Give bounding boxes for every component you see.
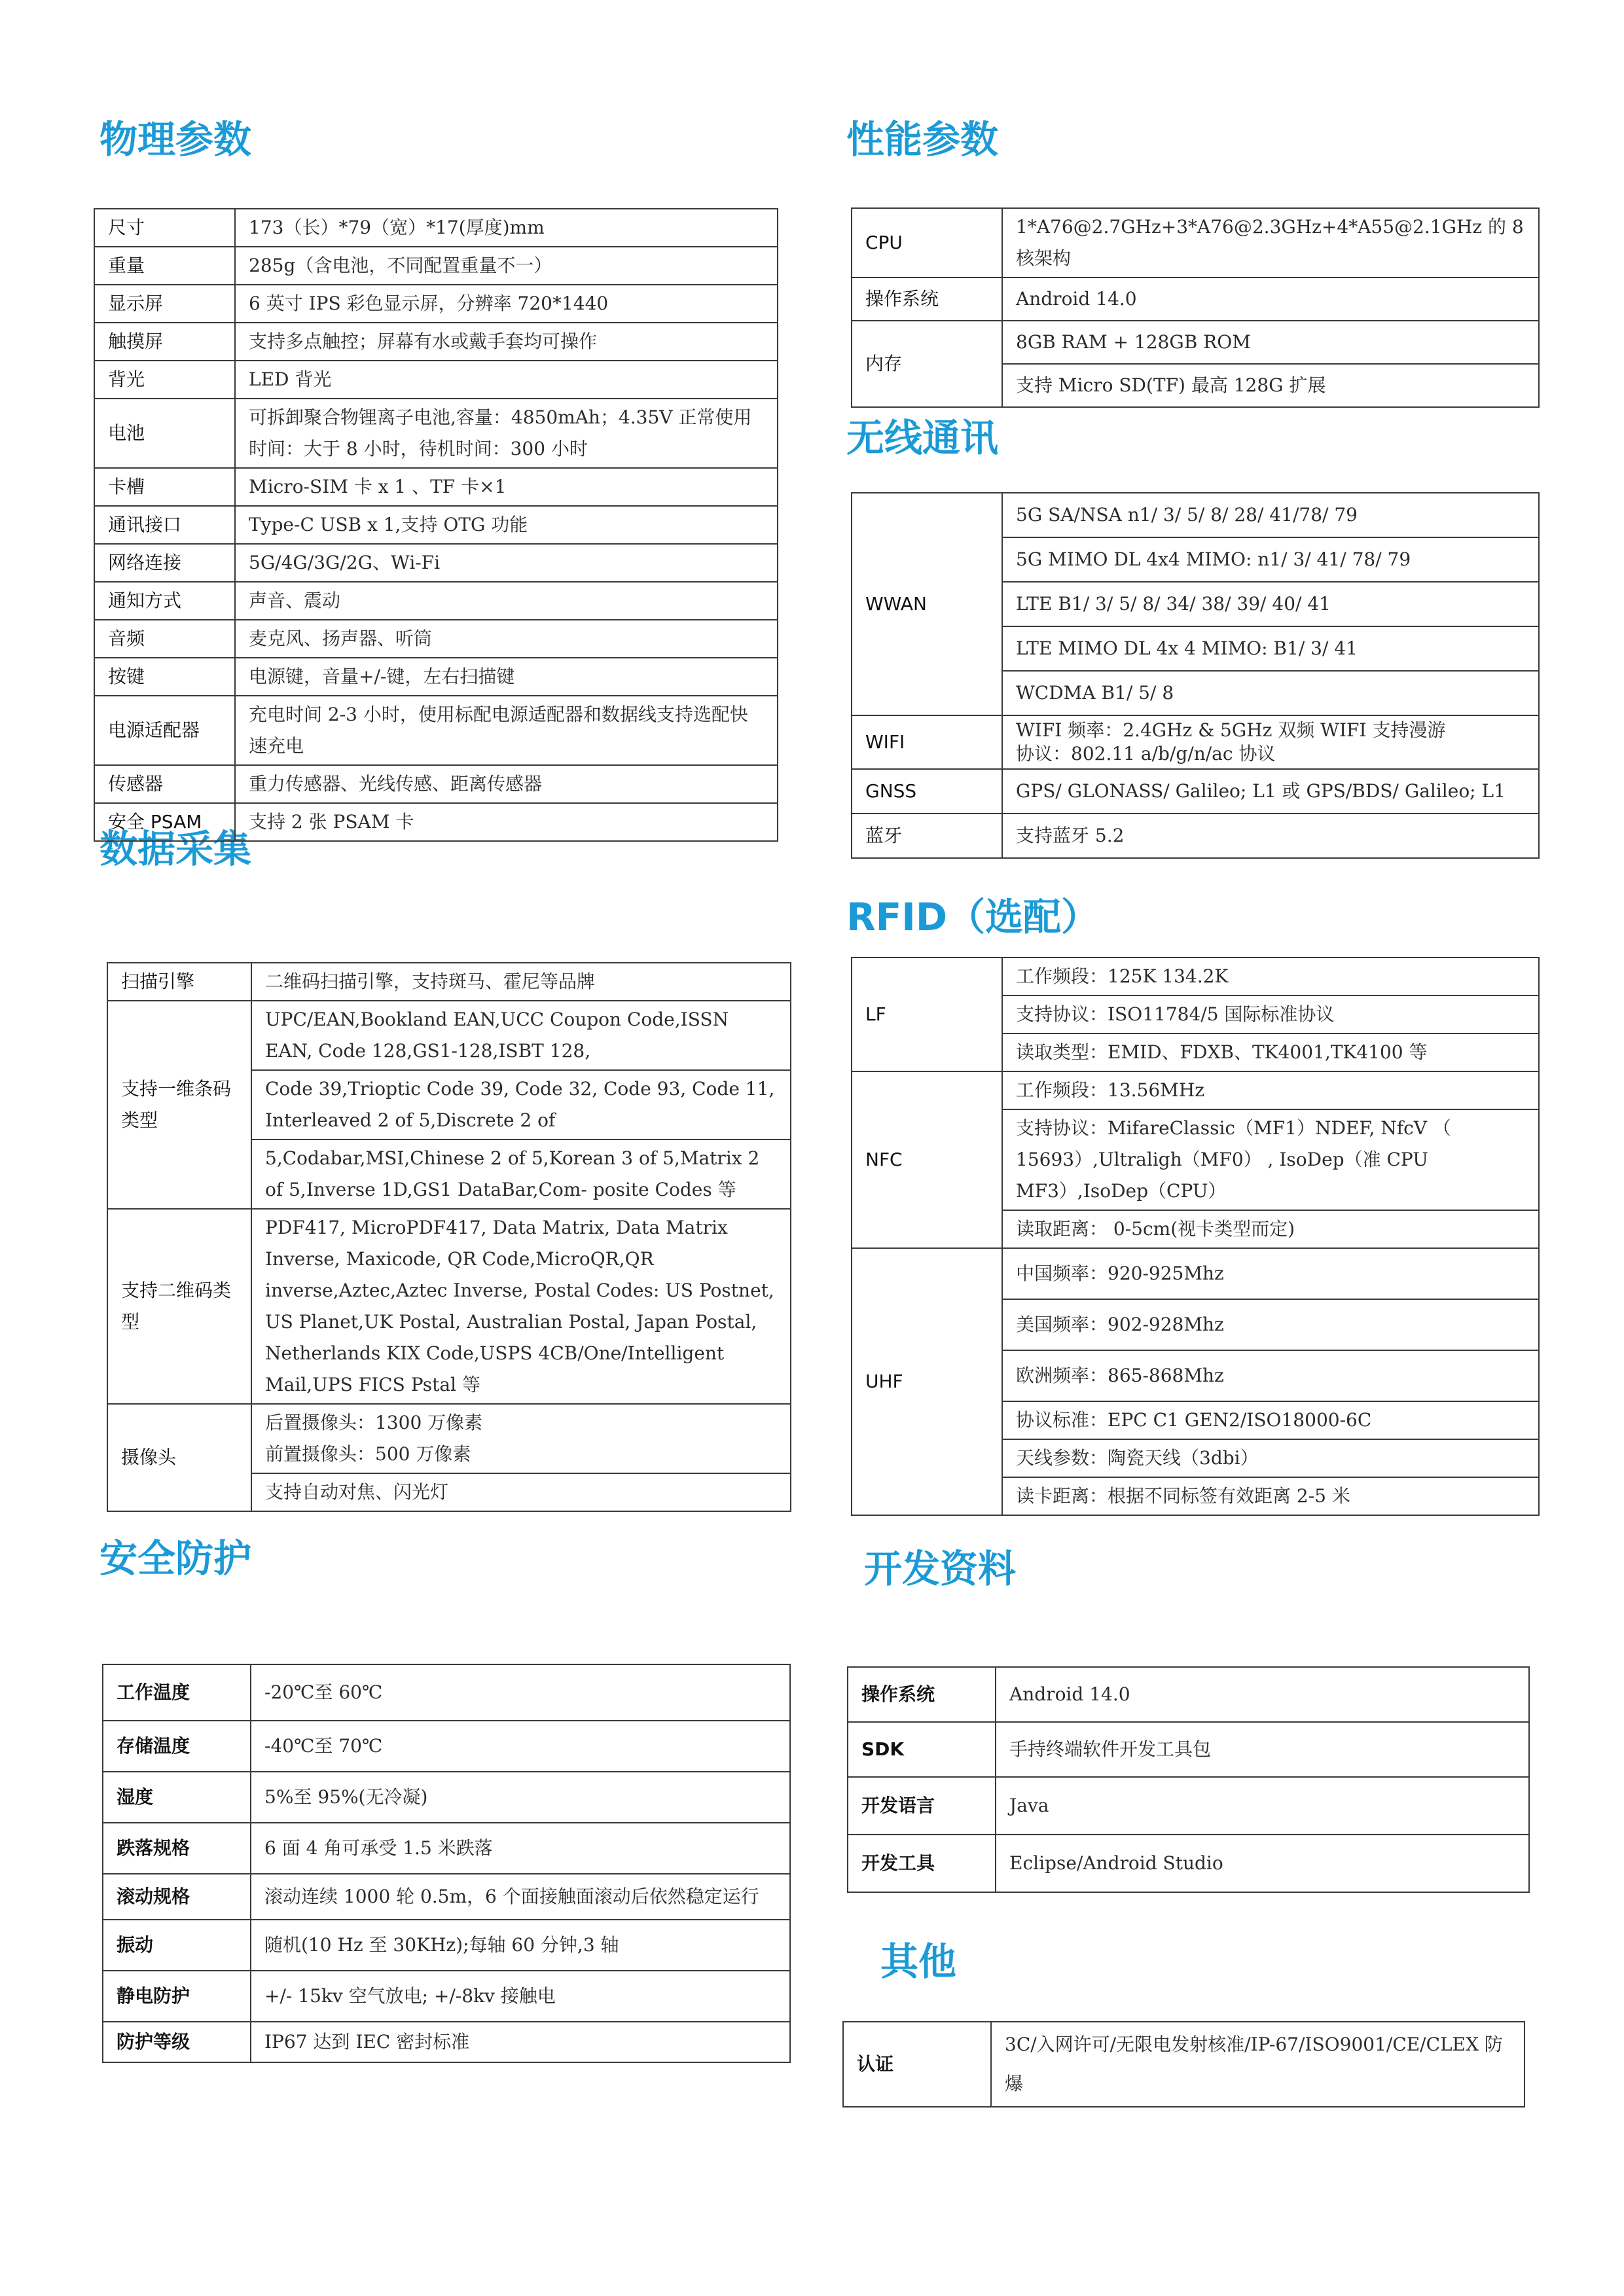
spec-key: 音频 bbox=[94, 620, 235, 658]
spec-key: 卡槽 bbox=[94, 468, 235, 506]
section-title-wireless: 无线通讯 bbox=[846, 416, 999, 460]
spec-key: 内存 bbox=[852, 321, 1002, 407]
spec-value: 3C/入网许可/无限电发射核准/IP-67/ISO9001/CE/CLEX 防爆 bbox=[991, 2022, 1525, 2107]
table-row bbox=[852, 1248, 1539, 1515]
table-row bbox=[94, 544, 778, 582]
spec-value: -40℃至 70℃ bbox=[251, 1721, 790, 1772]
table-row bbox=[848, 1722, 1529, 1777]
spec-value: 5%至 95%(无冷凝) bbox=[251, 1772, 790, 1823]
spec-key: 扫描引擎 bbox=[107, 963, 251, 1001]
physical-rows bbox=[94, 209, 778, 841]
table-row bbox=[107, 1209, 791, 1404]
spec-value: 麦克风、扬声器、听筒 bbox=[235, 620, 778, 658]
spec-key: 背光 bbox=[94, 361, 235, 399]
spec-value: 5,Codabar,MSI,Chinese 2 of 5,Korean 3 of 5,Matrix 2 of 5,Inverse 1D,GS1 DataBar,Com- posite Codes 等 bbox=[252, 1139, 790, 1208]
spec-value: 支持 2 张 PSAM 卡 bbox=[235, 803, 778, 841]
spec-key: WWAN bbox=[852, 493, 1002, 715]
spec-key: 操作系统 bbox=[852, 278, 1002, 321]
spec-key: UHF bbox=[852, 1248, 1002, 1515]
table-row bbox=[94, 765, 778, 803]
spec-value: 支持蓝牙 5.2 bbox=[1002, 814, 1539, 858]
spec-value: 读取类型：EMID、FDXB、TK4001,TK4100 等 bbox=[1003, 1033, 1538, 1071]
spec-value: 5G/4G/3G/2G、Wi-Fi bbox=[235, 544, 778, 582]
spec-value: 6 面 4 角可承受 1.5 米跌落 bbox=[251, 1823, 790, 1874]
spec-value: 滚动连续 1000 轮 0.5m，6 个面接触面滚动后依然稳定运行 bbox=[251, 1874, 790, 1920]
wireless-table bbox=[851, 492, 1540, 859]
spec-value: Android 14.0 bbox=[1002, 278, 1539, 321]
spec-key: 摄像头 bbox=[107, 1404, 251, 1511]
table-row bbox=[103, 1971, 790, 2022]
table-row bbox=[852, 958, 1539, 1071]
spec-value: 支持协议：ISO11784/5 国际标准协议 bbox=[1003, 995, 1538, 1033]
spec-value: 中国频率：920-925Mhz bbox=[1016, 1263, 1224, 1284]
spec-value: 协议：802.11 a/b/g/n/ac 协议 bbox=[1016, 743, 1276, 764]
spec-key: 滚动规格 bbox=[103, 1874, 251, 1920]
table-row bbox=[848, 1667, 1529, 1722]
spec-value: 支持 Micro SD(TF) 最高 128G 扩展 bbox=[1002, 364, 1539, 407]
table-row bbox=[94, 620, 778, 658]
spec-value: 前置摄像头：500 万像素 bbox=[265, 1443, 471, 1465]
spec-value: 天线参数：陶瓷天线（3dbi） bbox=[1003, 1439, 1538, 1477]
table-row bbox=[852, 278, 1539, 321]
table-row bbox=[848, 1835, 1529, 1892]
spec-value: 重力传感器、光线传感、距离传感器 bbox=[235, 765, 778, 803]
spec-value: 5G SA/NSA n1/ 3/ 5/ 8/ 28/ 41/78/ 79 bbox=[1002, 493, 1539, 537]
table-row bbox=[107, 1001, 791, 1209]
table-row bbox=[852, 814, 1539, 858]
spec-key: 重量 bbox=[94, 247, 235, 285]
spec-value: Eclipse/Android Studio bbox=[996, 1835, 1529, 1892]
spec-key: 通知方式 bbox=[94, 582, 235, 620]
section-title-physical: 物理参数 bbox=[99, 117, 252, 162]
spec-key: 安全 PSAM bbox=[94, 803, 235, 841]
table-row bbox=[852, 208, 1539, 278]
spec-value: -20℃至 60℃ bbox=[251, 1664, 790, 1721]
spec-value: 欧洲频率：865-868Mhz bbox=[1003, 1350, 1538, 1401]
spec-value: 可拆卸聚合物锂离子电池,容量：4850mAh；4.35V 正常使用时间：大于 8 小时，待机时间：300 小时 bbox=[235, 399, 778, 468]
table-row bbox=[94, 658, 778, 696]
section-title-performance: 性能参数 bbox=[846, 117, 999, 162]
spec-key: 存储温度 bbox=[103, 1721, 251, 1772]
spec-key: CPU bbox=[852, 208, 1002, 278]
section-title-rfid: RFID（选配） bbox=[846, 895, 1100, 939]
spec-value: +/- 15kv 空气放电; +/-8kv 接触电 bbox=[251, 1971, 790, 2022]
spec-value: WIFI 频率：2.4GHz & 5GHz 双频 WIFI 支持漫游 bbox=[1016, 719, 1446, 741]
performance-table bbox=[851, 207, 1540, 408]
table-row bbox=[94, 803, 778, 841]
table-row bbox=[94, 361, 778, 399]
spec-key: 传感器 bbox=[94, 765, 235, 803]
spec-value: 5G MIMO DL 4x4 MIMO: n1/ 3/ 41/ 78/ 79 bbox=[1002, 537, 1539, 582]
spec-key: 工作温度 bbox=[103, 1664, 251, 1721]
spec-value: LED 背光 bbox=[235, 361, 778, 399]
spec-value: 285g（含电池，不同配置重量不一） bbox=[235, 247, 778, 285]
spec-key: 按键 bbox=[94, 658, 235, 696]
spec-key: 开发语言 bbox=[848, 1777, 996, 1835]
table-row bbox=[843, 2022, 1525, 2107]
spec-key: 静电防护 bbox=[103, 1971, 251, 2022]
section-title-data-capture: 数据采集 bbox=[99, 827, 252, 871]
table-row bbox=[852, 1071, 1539, 1248]
table-row bbox=[103, 1920, 790, 1971]
table-row bbox=[94, 209, 778, 247]
spec-key: 显示屏 bbox=[94, 285, 235, 323]
table-row bbox=[103, 1823, 790, 1874]
table-row bbox=[103, 1874, 790, 1920]
spec-key: 电池 bbox=[94, 399, 235, 468]
spec-value: 后置摄像头：1300 万像素 bbox=[265, 1412, 483, 1433]
spec-value: 读取距离： 0-5cm(视卡类型而定) bbox=[1003, 1210, 1538, 1247]
spec-value: 充电时间 2-3 小时，使用标配电源适配器和数据线支持选配快速充电 bbox=[235, 696, 778, 765]
spec-value: Type-C USB x 1,支持 OTG 功能 bbox=[235, 506, 778, 544]
spec-value: WCDMA B1/ 5/ 8 bbox=[1002, 671, 1539, 715]
spec-value: 声音、震动 bbox=[235, 582, 778, 620]
spec-key: 防护等级 bbox=[103, 2022, 251, 2062]
spec-key: 电源适配器 bbox=[94, 696, 235, 765]
table-row bbox=[94, 696, 778, 765]
spec-key: 湿度 bbox=[103, 1772, 251, 1823]
spec-value: 工作频段：13.56MHz bbox=[1016, 1079, 1204, 1101]
spec-value: Java bbox=[996, 1777, 1529, 1835]
table-row bbox=[94, 247, 778, 285]
spec-value: UPC/EAN,Bookland EAN,UCC Coupon Code,ISSN EAN, Code 128,GS1-128,ISBT 128, bbox=[265, 1009, 729, 1062]
spec-key: 通讯接口 bbox=[94, 506, 235, 544]
spec-key: 跌落规格 bbox=[103, 1823, 251, 1874]
spec-key: LF bbox=[852, 958, 1002, 1071]
spec-value: 美国频率：902-928Mhz bbox=[1003, 1299, 1538, 1350]
table-row bbox=[94, 323, 778, 361]
physical-table bbox=[94, 208, 778, 842]
rfid-table bbox=[851, 957, 1540, 1516]
spec-value: 二维码扫描引擎，支持斑马、霍尼等品牌 bbox=[251, 963, 791, 1001]
table-row bbox=[103, 1721, 790, 1772]
spec-value: GPS/ GLONASS/ Galileo; L1 或 GPS/BDS/ Galileo; L1 bbox=[1002, 769, 1539, 814]
spec-key: 蓝牙 bbox=[852, 814, 1002, 858]
spec-value: Android 14.0 bbox=[996, 1667, 1529, 1722]
table-row bbox=[94, 285, 778, 323]
spec-key: NFC bbox=[852, 1071, 1002, 1248]
spec-key: 振动 bbox=[103, 1920, 251, 1971]
spec-value: 支持多点触控；屏幕有水或戴手套均可操作 bbox=[235, 323, 778, 361]
spec-value: 支持自动对焦、闪光灯 bbox=[252, 1473, 790, 1511]
spec-value: 协议标准：EPC C1 GEN2/ISO18000-6C bbox=[1003, 1401, 1538, 1439]
table-row bbox=[852, 321, 1539, 364]
table-row bbox=[852, 715, 1539, 769]
spec-key: 支持二维码类型 bbox=[107, 1209, 251, 1404]
section-title-dev: 开发资料 bbox=[864, 1547, 1017, 1591]
spec-value: 工作频段：125K 134.2K bbox=[1016, 965, 1229, 987]
table-row bbox=[94, 468, 778, 506]
table-row bbox=[94, 582, 778, 620]
spec-value: 支持协议：MifareClassic（MF1）NDEF, NfcV （ 15693）,Ultraligh（MF0） , IsoDep（准 CPU MF3）,IsoDep（CPU） bbox=[1003, 1109, 1538, 1210]
section-title-other: 其他 bbox=[880, 1939, 957, 1984]
spec-key: 尺寸 bbox=[94, 209, 235, 247]
spec-value: 随机(10 Hz 至 30KHz);每轴 60 分钟,3 轴 bbox=[251, 1920, 790, 1971]
spec-value: LTE B1/ 3/ 5/ 8/ 34/ 38/ 39/ 40/ 41 bbox=[1002, 582, 1539, 626]
spec-value: 6 英寸 IPS 彩色显示屏，分辨率 720*1440 bbox=[235, 285, 778, 323]
table-row bbox=[107, 963, 791, 1001]
dev-table bbox=[847, 1666, 1530, 1893]
section-title-security: 安全防护 bbox=[99, 1536, 252, 1581]
table-row bbox=[103, 2022, 790, 2062]
table-row bbox=[94, 506, 778, 544]
data-capture-table bbox=[107, 962, 791, 1512]
spec-value: 1*A76@2.7GHz+3*A76@2.3GHz+4*A55@2.1GHz 的 8 核架构 bbox=[1002, 208, 1539, 278]
table-row bbox=[852, 493, 1539, 537]
spec-key: 触摸屏 bbox=[94, 323, 235, 361]
other-table bbox=[842, 2021, 1525, 2108]
table-row bbox=[103, 1664, 790, 1721]
spec-value: 8GB RAM + 128GB ROM bbox=[1002, 321, 1539, 364]
spec-value-group bbox=[252, 1405, 790, 1473]
spec-value: LTE MIMO DL 4x 4 MIMO: B1/ 3/ 41 bbox=[1002, 626, 1539, 671]
spec-key: WIFI bbox=[852, 715, 1002, 769]
spec-value: Micro-SIM 卡 x 1 、TF 卡×1 bbox=[235, 468, 778, 506]
spec-value: Code 39,Trioptic Code 39, Code 32, Code 93, Code 11, Interleaved 2 of 5,Discrete 2 of bbox=[252, 1069, 790, 1139]
spec-key: 操作系统 bbox=[848, 1667, 996, 1722]
spec-key: 网络连接 bbox=[94, 544, 235, 582]
table-row bbox=[94, 399, 778, 468]
spec-key: SDK bbox=[848, 1722, 996, 1777]
spec-value: 173（长）*79（宽）*17(厚度)mm bbox=[235, 209, 778, 247]
table-row bbox=[107, 1404, 791, 1511]
security-table bbox=[102, 1664, 791, 2063]
spec-value: IP67 达到 IEC 密封标准 bbox=[251, 2022, 790, 2062]
spec-key: 认证 bbox=[843, 2022, 991, 2107]
spec-value: PDF417, MicroPDF417, Data Matrix, Data Matrix Inverse, Maxicode, QR Code,MicroQR,QR inverse,Aztec,Aztec Inverse, Postal Codes: US Postnet, US Planet,UK Postal, Australian Postal, Japan Postal, Netherlands KIX Code,USPS 4CB/One/Intelligent Mail,UPS FICS Pstal 等 bbox=[251, 1209, 791, 1404]
table-row bbox=[852, 769, 1539, 814]
spec-key: 开发工具 bbox=[848, 1835, 996, 1892]
table-row bbox=[848, 1777, 1529, 1835]
spec-key: 支持一维条码类型 bbox=[107, 1001, 251, 1209]
table-row bbox=[103, 1772, 790, 1823]
spec-value: 读卡距离：根据不同标签有效距离 2-5 米 bbox=[1003, 1477, 1538, 1515]
spec-value: 手持终端软件开发工具包 bbox=[996, 1722, 1529, 1777]
spec-value: 电源键，音量+/-键，左右扫描键 bbox=[235, 658, 778, 696]
spec-key: GNSS bbox=[852, 769, 1002, 814]
